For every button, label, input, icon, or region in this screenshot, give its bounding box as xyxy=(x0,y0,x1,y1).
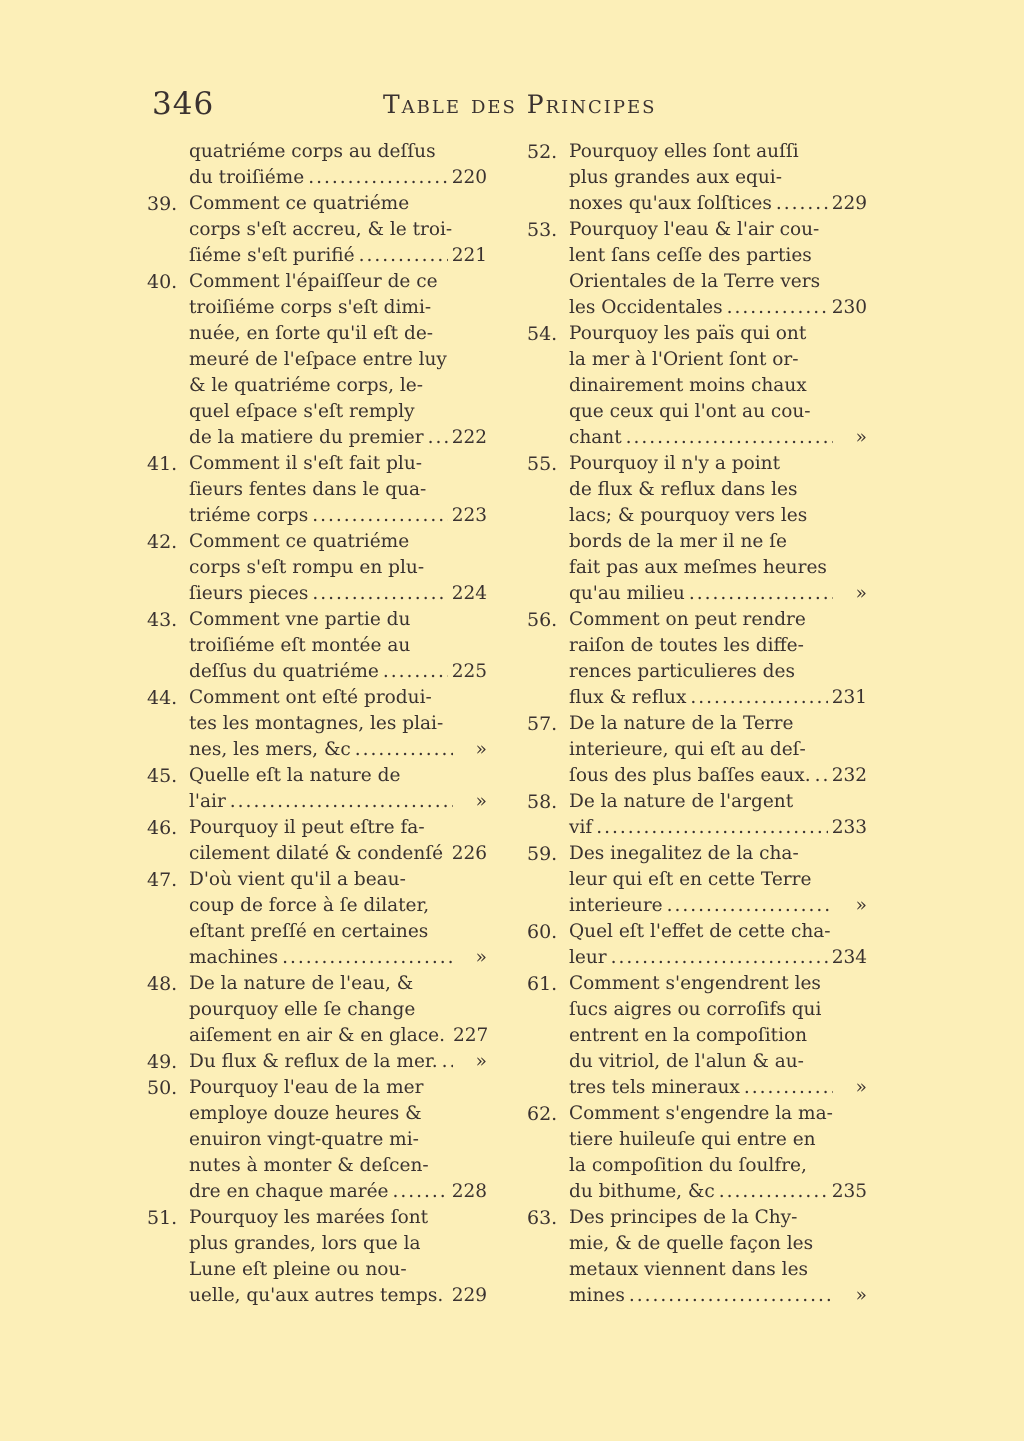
entry-text-line: Pourquoy les païs qui ont xyxy=(569,323,807,344)
entry-text-line: la compoſition du ſoulfre, xyxy=(569,1155,807,1176)
entry-text-line: tes les montagnes, les plai- xyxy=(189,713,444,734)
page-reference: 234 xyxy=(831,947,867,968)
entry-number: 46. xyxy=(147,817,178,839)
right-column xyxy=(527,139,867,1309)
toc-entry xyxy=(147,815,487,867)
dot-leader xyxy=(355,737,453,763)
page-reference: 227 xyxy=(452,1025,489,1046)
toc-entry xyxy=(147,1205,487,1309)
entry-number: 52. xyxy=(527,141,558,163)
entry-text-line: du troiſiéme xyxy=(189,167,305,188)
toc-entry xyxy=(147,269,487,451)
entry-text-line: Comment ont eſté produi- xyxy=(189,687,432,708)
toc-entry xyxy=(527,217,867,321)
entry-text-line: les Occidentales xyxy=(569,297,723,318)
entry-text-line: Quelle eſt la nature de xyxy=(189,765,401,786)
entry-text-line: Pourquoy il peut eſtre fa- xyxy=(189,817,425,838)
dot-leader xyxy=(392,1179,447,1205)
entry-number: 43. xyxy=(147,609,178,631)
toc-entry xyxy=(527,1101,867,1205)
toc-entry xyxy=(527,607,867,711)
entry-text-line: metaux viennent dans les xyxy=(569,1259,809,1280)
toc-entry xyxy=(147,971,487,1049)
entry-number: 55. xyxy=(527,453,558,475)
entry-text-line: entrent en la compoſition xyxy=(569,1025,808,1046)
entry-text-line: du bithume, &c xyxy=(569,1181,715,1202)
toc-entry xyxy=(147,191,487,269)
toc-entry xyxy=(147,1049,487,1075)
page-reference: » xyxy=(475,947,487,968)
left-column xyxy=(147,139,487,1309)
page-reference: » xyxy=(855,583,867,604)
entry-number: 47. xyxy=(147,869,178,891)
entry-text-line: machines xyxy=(189,947,279,968)
entry-text-line: D'où vient qu'il a beau- xyxy=(189,869,406,890)
toc-entry xyxy=(527,711,867,789)
toc-entry xyxy=(147,529,487,607)
entry-text-line: corps s'eſt rompu en plu- xyxy=(189,557,425,578)
page-reference: 230 xyxy=(831,297,867,318)
entry-text-line: ſieurs fentes dans le qua- xyxy=(189,479,427,500)
page-reference: » xyxy=(855,427,867,448)
page-reference: 222 xyxy=(451,427,487,448)
entry-text-line: Comment s'engendre la ma- xyxy=(569,1103,833,1124)
entry-text-line: la mer à l'Orient ſont or- xyxy=(569,349,799,370)
entry-text-line: ſieurs pieces xyxy=(189,583,309,604)
entry-number: 51. xyxy=(147,1207,178,1229)
dot-leader xyxy=(442,1049,453,1075)
dot-leader xyxy=(690,685,827,711)
entry-number: 45. xyxy=(147,765,178,787)
dot-leader xyxy=(447,841,448,867)
dot-leader xyxy=(230,789,453,815)
entry-number: 44. xyxy=(147,687,178,709)
toc-entry xyxy=(147,867,487,971)
toc-entry xyxy=(527,841,867,919)
entry-text-line: Pourquoy elles ſont auſſi xyxy=(569,141,799,162)
dot-leader xyxy=(776,191,828,217)
entry-text-line: coup de force à ſe dilater, xyxy=(189,895,430,916)
dot-leader xyxy=(815,763,828,789)
toc-entry xyxy=(527,139,867,217)
entry-text-line: & le quatriéme corps, le- xyxy=(189,375,423,396)
page-reference: » xyxy=(855,895,867,916)
entry-text-line: Du flux & reflux de la mer. xyxy=(189,1051,438,1072)
dot-leader xyxy=(312,503,447,529)
page-reference: 223 xyxy=(451,505,487,526)
entry-text-line: que ceux qui l'ont au cou- xyxy=(569,401,811,422)
dot-leader xyxy=(727,295,828,321)
entry-text-line: aiſement en air & en glace. xyxy=(189,1025,445,1046)
toc-entry xyxy=(147,139,487,191)
entry-text-line: bords de la mer il ne ſe xyxy=(569,531,788,552)
entry-number: 58. xyxy=(527,791,558,813)
toc-entry xyxy=(147,685,487,763)
entry-number: 41. xyxy=(147,453,178,475)
entry-text-line: lacs; & pourquoy vers les xyxy=(569,505,808,526)
page-reference: » xyxy=(855,1285,867,1306)
page-reference: 226 xyxy=(451,843,487,864)
entry-text-line: corps s'eſt accreu, & le troi- xyxy=(189,219,453,240)
toc-entry xyxy=(527,321,867,451)
running-title: Table des Principes xyxy=(383,90,657,119)
toc-entry xyxy=(527,789,867,841)
entry-text-line: triéme corps xyxy=(189,505,309,526)
toc-entry xyxy=(527,1205,867,1309)
entry-text-line: mie, & de quelle façon les xyxy=(569,1233,814,1254)
entry-text-line: du vitriol, de l'alun & au- xyxy=(569,1051,804,1072)
page-reference: 232 xyxy=(831,765,867,786)
entry-text-line: leur xyxy=(569,947,607,968)
entry-text-line: chant xyxy=(569,427,622,448)
entry-text-line: raiſon de toutes les diffe- xyxy=(569,635,804,656)
entry-number: 50. xyxy=(147,1077,178,1099)
entry-text-line: troiſiéme eſt montée au xyxy=(189,635,411,656)
page-reference: 229 xyxy=(451,1285,487,1306)
page-reference: 229 xyxy=(831,193,867,214)
dot-leader xyxy=(744,1075,833,1101)
entry-text-line: Quel eſt l'effet de cette cha- xyxy=(569,921,831,942)
entry-text-line: De la nature de la Terre xyxy=(569,713,794,734)
toc-entry xyxy=(147,451,487,529)
page-reference: 228 xyxy=(451,1181,487,1202)
page-reference: 225 xyxy=(451,661,487,682)
page-reference: » xyxy=(475,1051,487,1072)
entry-text-line: Comment ce quatriéme xyxy=(189,531,410,552)
entry-text-line: quel eſpace s'eſt remply xyxy=(189,401,415,422)
entry-text-line: vif xyxy=(569,817,593,838)
entry-text-line: De la nature de l'argent xyxy=(569,791,794,812)
entry-text-line: nutes à monter & deſcen- xyxy=(189,1155,429,1176)
dot-leader xyxy=(596,815,827,841)
entry-number: 53. xyxy=(527,219,558,241)
entry-text-line: rences particulieres des xyxy=(569,661,795,682)
toc-entry xyxy=(527,971,867,1101)
entry-text-line: troiſiéme corps s'eſt dimi- xyxy=(189,297,432,318)
entry-text-line: Comment il s'eſt fait plu- xyxy=(189,453,422,474)
page-reference: 221 xyxy=(451,245,487,266)
entry-text-line: plus grandes, lors que la xyxy=(189,1233,421,1254)
dot-leader xyxy=(667,893,833,919)
toc-entry xyxy=(527,919,867,971)
entry-text-line: mines xyxy=(569,1285,625,1306)
entry-text-line: dre en chaque marée xyxy=(189,1181,389,1202)
entry-text-line: eſtant preſſé en certaines xyxy=(189,921,429,942)
dot-leader xyxy=(689,581,833,607)
entry-text-line: tres tels mineraux xyxy=(569,1077,740,1098)
dot-leader xyxy=(383,659,448,685)
entry-text-line: Pourquoy les marées ſont xyxy=(189,1207,429,1228)
entry-text-line: ſous des plus baſſes eaux. xyxy=(569,765,811,786)
entry-text-line: interieure xyxy=(569,895,663,916)
entry-number: 39. xyxy=(147,193,178,215)
entry-text-line: nes, les mers, &c xyxy=(189,739,351,760)
page-reference: 235 xyxy=(831,1181,867,1202)
entry-text-line: Pourquoy l'eau & l'air cou- xyxy=(569,219,820,240)
entry-number: 57. xyxy=(527,713,558,735)
toc-entry xyxy=(527,451,867,607)
entry-text-line: interieure, qui eſt au deſ- xyxy=(569,739,806,760)
entry-text-line: Orientales de la Terre vers xyxy=(569,271,821,292)
entry-text-line: pourquoy elle ſe change xyxy=(189,999,416,1020)
entry-text-line: Lune eſt pleine ou nou- xyxy=(189,1259,407,1280)
entry-number: 59. xyxy=(527,843,558,865)
entry-number: 42. xyxy=(147,531,178,553)
entry-number: 40. xyxy=(147,271,178,293)
dot-leader xyxy=(719,1179,828,1205)
entry-number: 56. xyxy=(527,609,558,631)
entry-text-line: De la nature de l'eau, & xyxy=(189,973,414,994)
entry-text-line: Comment s'engendrent les xyxy=(569,973,821,994)
page-number: 346 xyxy=(152,86,215,122)
page-reference: » xyxy=(475,791,487,812)
entry-text-line: meuré de l'eſpace entre luy xyxy=(189,349,447,370)
entry-text-line: lent ſans ceſſe des parties xyxy=(569,245,812,266)
entry-text-line: Comment ce quatriéme xyxy=(189,193,410,214)
dot-leader xyxy=(359,243,448,269)
page-reference: 231 xyxy=(831,687,867,708)
entry-text-line: quatriéme corps au deſſus xyxy=(189,141,436,162)
dot-leader xyxy=(308,165,448,191)
entry-number: 54. xyxy=(527,323,558,345)
page-reference: » xyxy=(855,1077,867,1098)
entry-number: 48. xyxy=(147,973,178,995)
entry-text-line: leur qui eſt en cette Terre xyxy=(569,869,812,890)
entry-text-line: noxes qu'aux ſolſtices xyxy=(569,193,772,214)
page-reference: 220 xyxy=(451,167,487,188)
entry-text-line: enuiron vingt-quatre mi- xyxy=(189,1129,419,1150)
entry-text-line: Des inegalitez de la cha- xyxy=(569,843,799,864)
entry-text-line: Comment vne partie du xyxy=(189,609,411,630)
entry-number: 63. xyxy=(527,1207,558,1229)
entry-text-line: plus grandes aux equi- xyxy=(569,167,782,188)
page-reference: 224 xyxy=(451,583,487,604)
entry-text-line: ſiéme s'eſt purifié xyxy=(189,245,355,266)
page-reference: » xyxy=(475,739,487,760)
entry-text-line: Pourquoy l'eau de la mer xyxy=(189,1077,424,1098)
dot-leader xyxy=(629,1283,833,1309)
entry-number: 61. xyxy=(527,973,558,995)
dot-leader xyxy=(282,945,453,971)
entry-text-line: cilement dilaté & condenſé xyxy=(189,843,444,864)
entry-number: 49. xyxy=(147,1051,178,1073)
dot-leader xyxy=(626,425,833,451)
entry-text-line: tiere huileuſe qui entre en xyxy=(569,1129,816,1150)
entry-text-line: de la matiere du premier xyxy=(189,427,424,448)
toc-entry xyxy=(147,763,487,815)
entry-text-line: ſucs aigres ou corroſifs qui xyxy=(569,999,822,1020)
entry-text-line: uelle, qu'aux autres temps. xyxy=(189,1285,444,1306)
entry-text-line: deſſus du quatriéme xyxy=(189,661,379,682)
entry-text-line: Comment l'épaiſſeur de ce xyxy=(189,271,438,292)
entry-text-line: l'air xyxy=(189,791,226,812)
dot-leader xyxy=(428,425,448,451)
entry-text-line: fait pas aux meſmes heures xyxy=(569,557,827,578)
entry-text-line: de flux & reflux dans les xyxy=(569,479,798,500)
entry-text-line: dinairement moins chaux xyxy=(569,375,807,396)
page-reference: 233 xyxy=(831,817,867,838)
toc-entry xyxy=(147,607,487,685)
entry-text-line: flux & reflux xyxy=(569,687,687,708)
entry-text-line: qu'au milieu xyxy=(569,583,685,604)
entry-text-line: Pourquoy il n'y a point xyxy=(569,453,781,474)
entry-text-line: employe douze heures & xyxy=(189,1103,422,1124)
entry-number: 60. xyxy=(527,921,558,943)
entry-text-line: Comment on peut rendre xyxy=(569,609,806,630)
entry-number: 62. xyxy=(527,1103,558,1125)
dot-leader xyxy=(611,945,828,971)
dot-leader xyxy=(312,581,447,607)
entry-text-line: Des principes de la Chy- xyxy=(569,1207,798,1228)
entry-text-line: nuée, en ſorte qu'il eſt de- xyxy=(189,323,434,344)
toc-entry xyxy=(147,1075,487,1205)
